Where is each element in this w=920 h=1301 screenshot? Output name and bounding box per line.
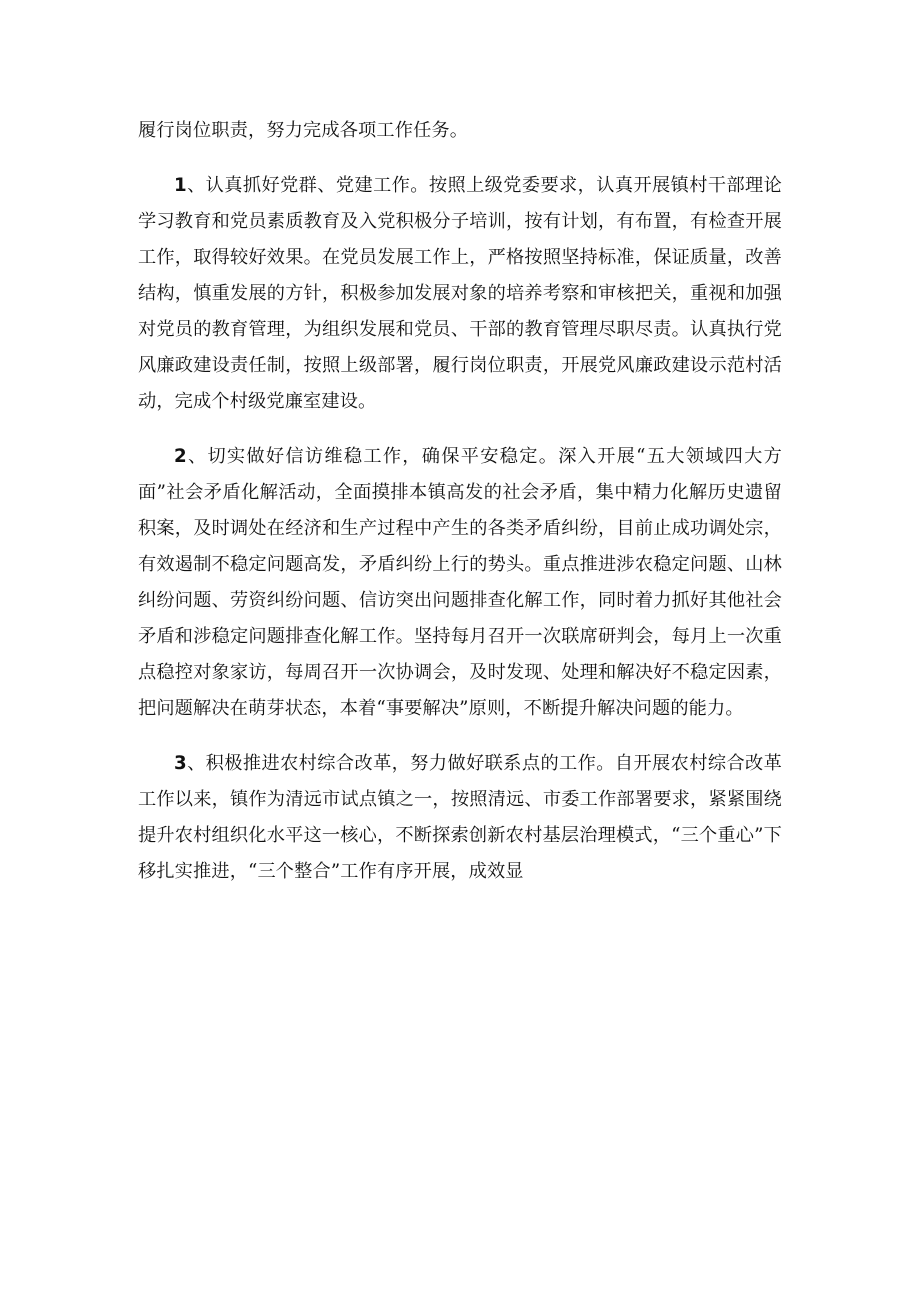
paragraph-item-3-text: 、积极推进农村综合改革，努力做好联系点的工作。自开展农村综合改革工作以来，镇作为清远市试点镇之一，按照清远、市委工作部署要求，紧紧围绕提升农村组织化水平这一核心，不断探索创新农村基层治理模式，“三个重心”下移扎实推进，“三个整合”工作有序开展，成效显 [138, 753, 782, 882]
paragraph-item-2 [138, 439, 782, 727]
paragraph-item-1-text: 、认真抓好党群、党建工作。按照上级党委要求，认真开展镇村干部理论学习教育和党员素质教育及入党积极分子培训，按有计划，有布置，有检查开展工作，取得较好效果。在党员发展工作上，严格按照坚持标准，保证质量，改善结构，慎重发展的方针，积极参加发展对象的培养考察和审核把关，重视和加强对党员的教育管理，为组织发展和党员、干部的教育管理尽职尽责。认真执行党风廉政建设责任制，按照上级部署，履行岗位职责，开展党风廉政建设示范村活动，完成个村级党廉室建设。 [138, 175, 782, 412]
paragraph-item-2-text: 、切实做好信访维稳工作，确保平安稳定。深入开展“五大领域四大方面”社会矛盾化解活动，全面摸排本镇高发的社会矛盾，集中精力化解历史遗留积案，及时调处在经济和生产过程中产生的各类矛盾纠纷，目前止成功调处宗，有效遏制不稳定问题高发，矛盾纠纷上行的势头。重点推进涉农稳定问题、山林纠纷问题、劳资纠纷问题、信访突出问题排查化解工作，同时着力抓好其他社会矛盾和涉稳定问题排查化解工作。坚持每月召开一次联席研判会，每月上一次重点稳控对象家访，每周召开一次协调会，及时发现、处理和解决好不稳定因素，把问题解决在萌芽状态，本着“事要解决”原则，不断提升解决问题的能力。 [138, 446, 782, 719]
paragraph-intro [138, 113, 782, 149]
paragraph-item-3 [138, 746, 782, 890]
item-number: 2 [174, 446, 187, 467]
item-number: 1 [174, 175, 187, 196]
document-page [138, 113, 782, 890]
paragraph-intro-text: 履行岗位职责，努力完成各项工作任务。 [138, 120, 469, 141]
paragraph-item-1 [138, 168, 782, 420]
item-number: 3 [174, 753, 187, 774]
